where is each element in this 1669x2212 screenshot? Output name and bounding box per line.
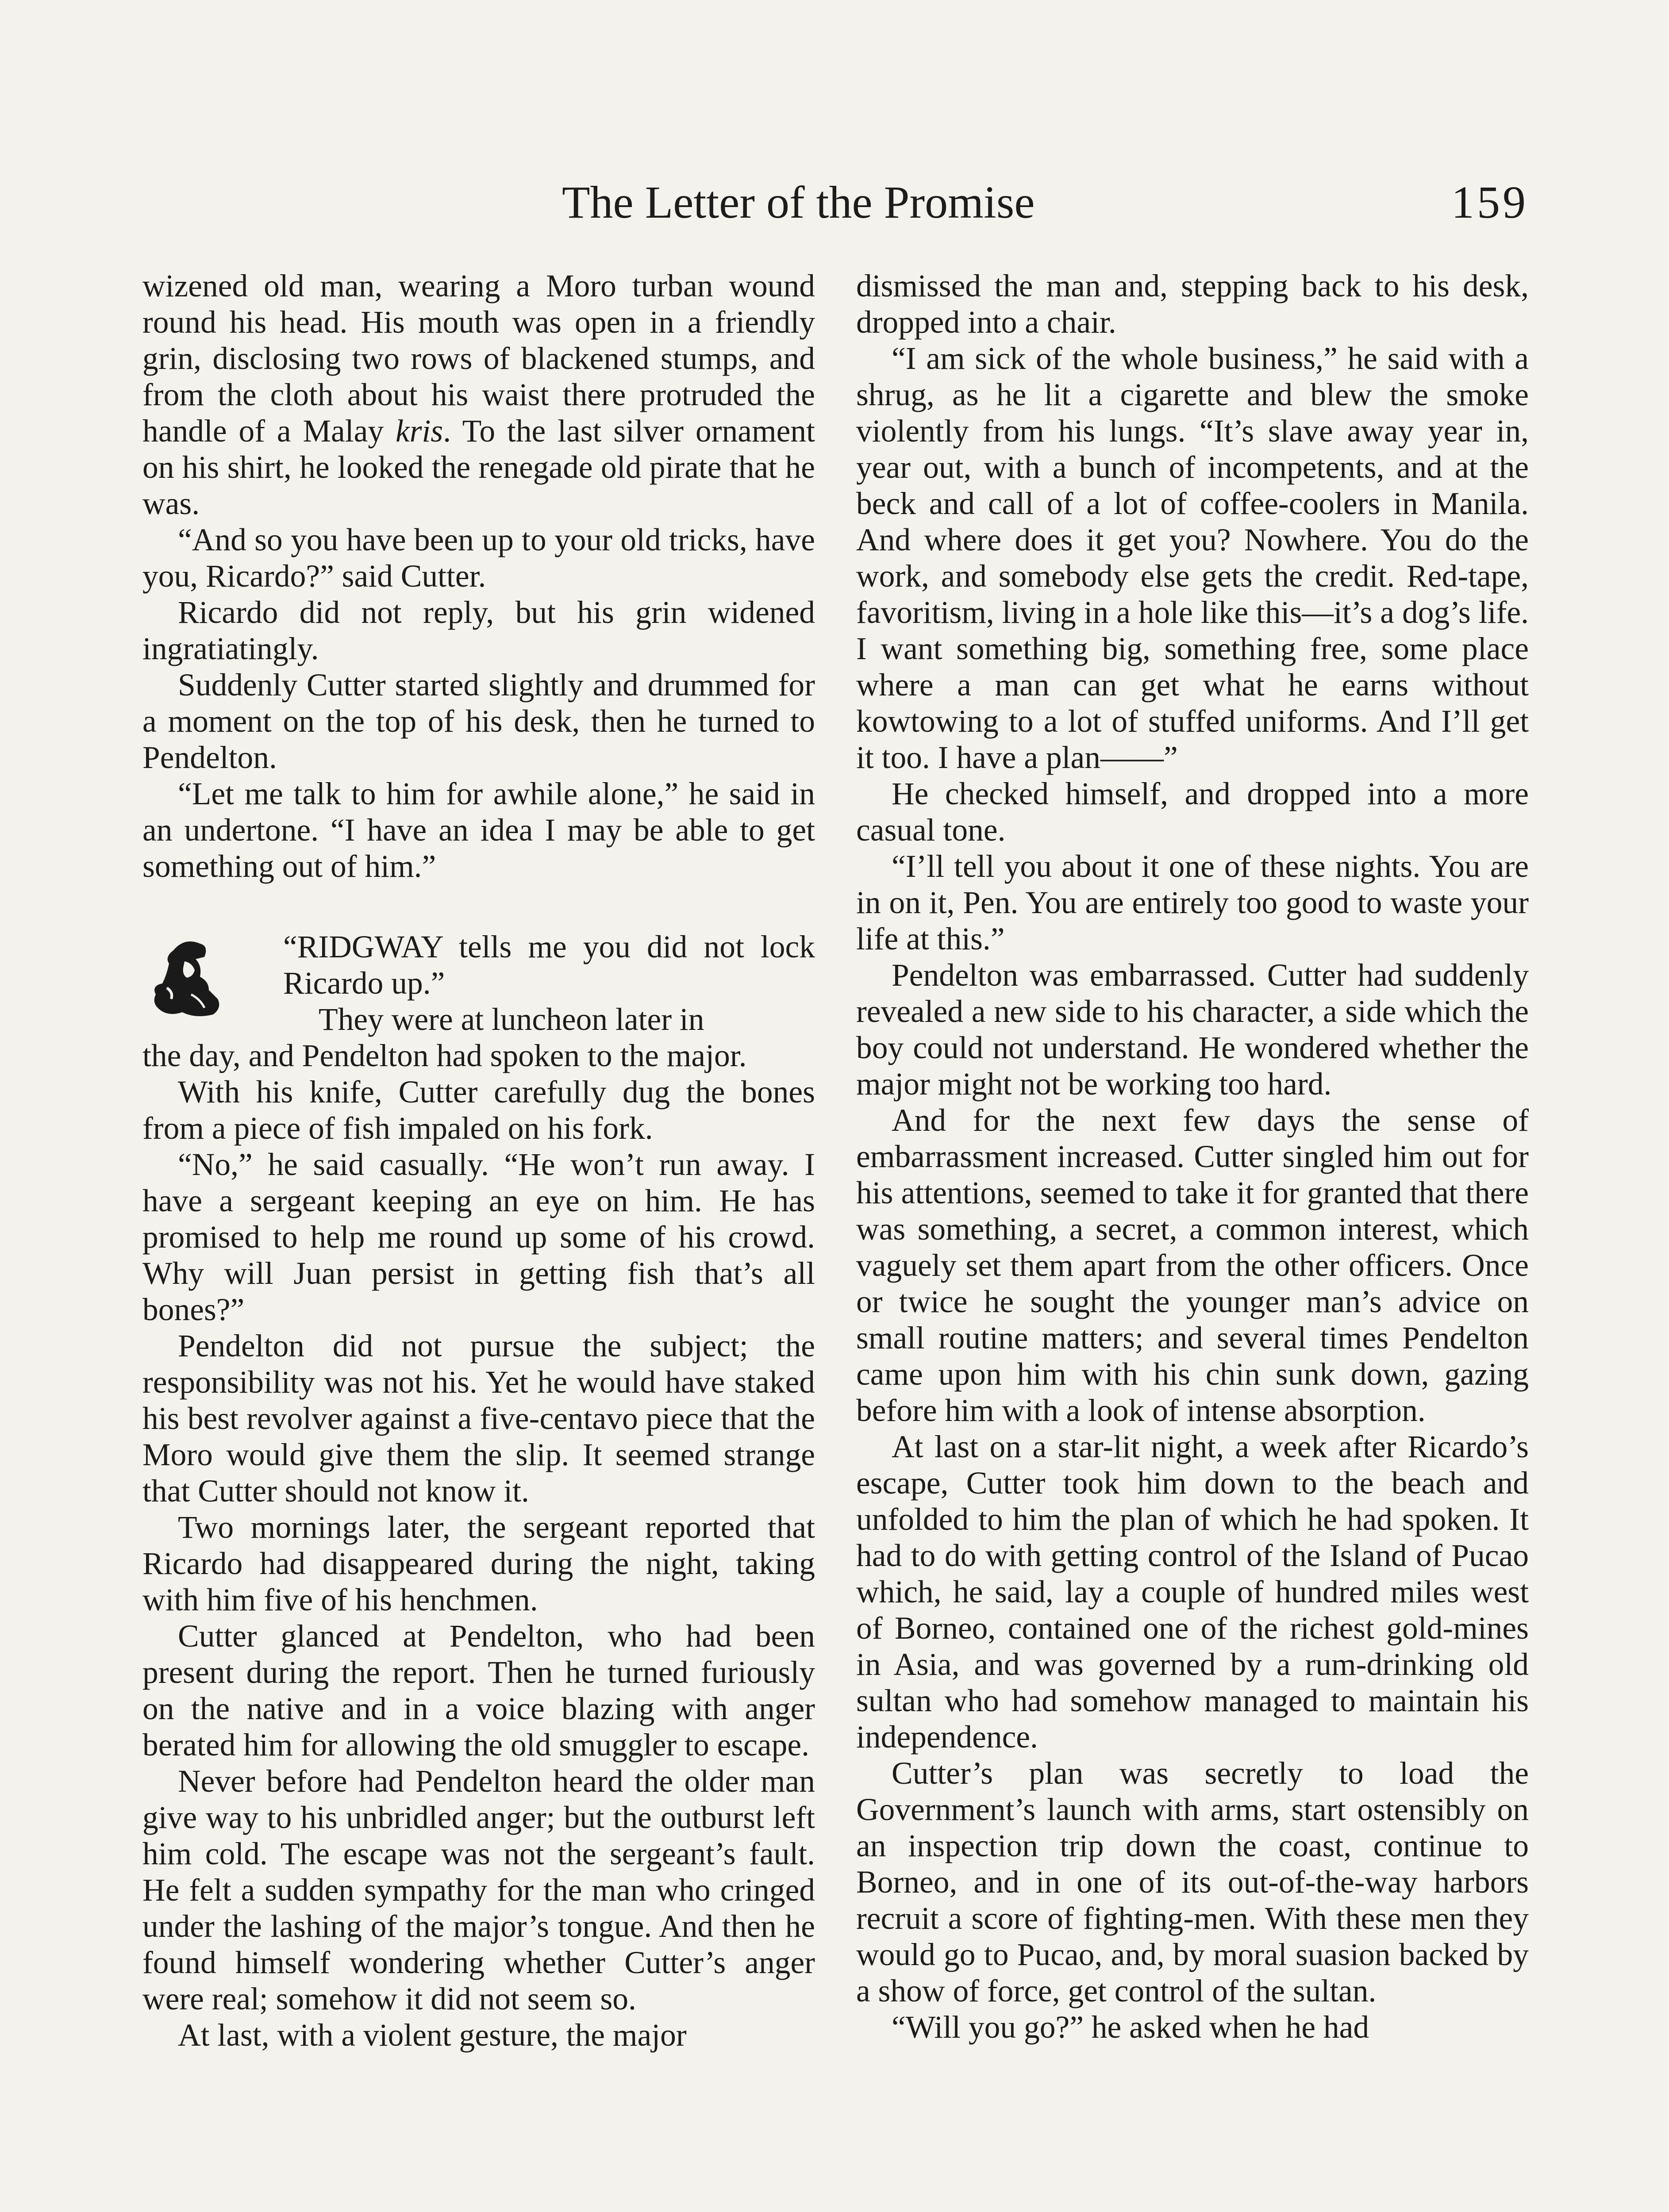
paragraph: Cutter glanced at Pendelton, who had been present during the report. Then he turned furiously on the native and in a voice blazing with anger berated him for allowing the old smuggler to escape. <box>142 1619 815 1763</box>
paragraph: “Will you go?” he asked when he had <box>892 2010 1369 2045</box>
paragraph: Cutter’s plan was secretly to load the Government’s launch with arms, start ostensibly on an inspection trip down the coast, continue to Borneo, and in one of its out-of-the-way harbors recruit a score of fighting-men. With these men they would go to Pucao, and, by moral suasion backed by a show of force, get control of the sultan. <box>856 1756 1529 2008</box>
paragraph: At last on a star-lit night, a week after Ricardo’s escape, Cutter took him down to the beach and unfolded to him the plan of which he had spoken. It had to do with getting control of the Island of Pucao which, he said, lay a couple of hundred miles west of Borneo, contained one of the richest gold-mines in Asia, and was governed by a rum-drinking old sultan who had somehow managed to maintain his independence. <box>856 1429 1529 1755</box>
paragraph: And for the next few days the sense of embarrassment increased. Cutter singled him out for his attentions, seemed to take it for granted that there was something, a secret, a common interest, which vaguely set them apart from the other officers. Once or twice he sought the younger man’s advice on small routine matters; and several times Pendelton came upon him with his chin sunk down, gazing before him with a look of intense absorption. <box>856 1103 1529 1428</box>
page-number: 159 <box>1451 177 1528 228</box>
paragraph: “No,” he said casually. “He won’t run away. I have a sergeant keeping an eye on him. He has promised to help me round up some of his crowd. Why will Juan persist in getting fish that’s all bones?” <box>142 1147 815 1327</box>
running-title: The Letter of the Promise <box>562 177 1035 228</box>
sailor-head-ornament-icon <box>142 933 235 1021</box>
paragraph: Ricardo did not reply, but his grin widened ingratiatingly. <box>142 595 815 666</box>
paragraph: With his knife, Cutter carefully dug the bones from a piece of fish impaled on his fork. <box>142 1075 815 1146</box>
page-header <box>0 176 1669 234</box>
paragraph: wizened old man, wearing a Moro turban wound round his head. His mouth was open in a friendly grin, disclosing two rows of blackened stumps, and from the cloth about his waist there protruded the handle of a Malay kris. To the last silver ornament on his shirt, he looked the renegade old pirate that he was. <box>142 269 815 521</box>
paragraph: dismissed the man and, stepping back to his desk, dropped into a chair. <box>856 269 1529 340</box>
left-column <box>142 268 815 2054</box>
paragraph: “RIDGWAY tells me you did not lock Ricardo up.” <box>283 929 815 1001</box>
paragraph: “I’ll tell you about it one of these nights. You are in on it, Pen. You are entirely too good to waste your life at this.” <box>856 849 1529 956</box>
paragraph: Pendelton did not pursue the subject; the responsibility was not his. Yet he would have staked his best revolver against a five-centavo piece that the Moro would give them the slip. It seemed strange that Cutter should not know it. <box>142 1329 815 1509</box>
paragraph: “And so you have been up to your old tricks, have you, Ricardo?” said Cutter. <box>142 522 815 594</box>
paragraph: At last, with a violent gesture, the major <box>178 2018 687 2053</box>
paragraph: Never before had Pendelton heard the older man give way to his unbridled anger; but the outburst left him cold. The escape was not the sergeant’s fault. He felt a sudden sympathy for the man who cringed under the lashing of the major’s tongue. And then he found himself wondering whether Cutter’s anger were real; somehow it did not seem so. <box>142 1764 815 2016</box>
paragraph: “Let me talk to him for awhile alone,” he said in an undertone. “I have an idea I may be able to get something out of him.” <box>142 776 815 884</box>
paragraph: Two mornings later, the sergeant reported that Ricardo had disappeared during the night, taking with him five of his henchmen. <box>142 1510 815 1617</box>
section-break-block <box>142 929 815 1038</box>
right-column <box>856 268 1529 2046</box>
paragraph: Pendelton was embarrassed. Cutter had suddenly revealed a new side to his character, a side which the boy could not understand. He wondered whether the major might not be working too hard. <box>856 958 1529 1102</box>
paragraph: He checked himself, and dropped into a more casual tone. <box>856 776 1529 848</box>
paragraph-continuation: They were at luncheon later in <box>319 1002 704 1037</box>
paragraph: Suddenly Cutter started slightly and drummed for a moment on the top of his desk, then he turned to Pendelton. <box>142 668 815 775</box>
paragraph: “I am sick of the whole business,” he said with a shrug, as he lit a cigarette and blew the smoke violently from his lungs. “It’s slave away year in, year out, with a bunch of incompetents, and at the beck and call of a lot of coffee-coolers in Manila. And where does it get you? Nowhere. You do the work, and somebody else gets the credit. Red-tape, favoritism, living in a hole like this—it’s a dog’s life. I want something big, something free, some place where a man can get what he earns without kowtowing to a lot of stuffed uniforms. And I’ll get it too. I have a plan——” <box>856 341 1529 775</box>
paragraph: the day, and Pendelton had spoken to the major. <box>142 1038 747 1073</box>
